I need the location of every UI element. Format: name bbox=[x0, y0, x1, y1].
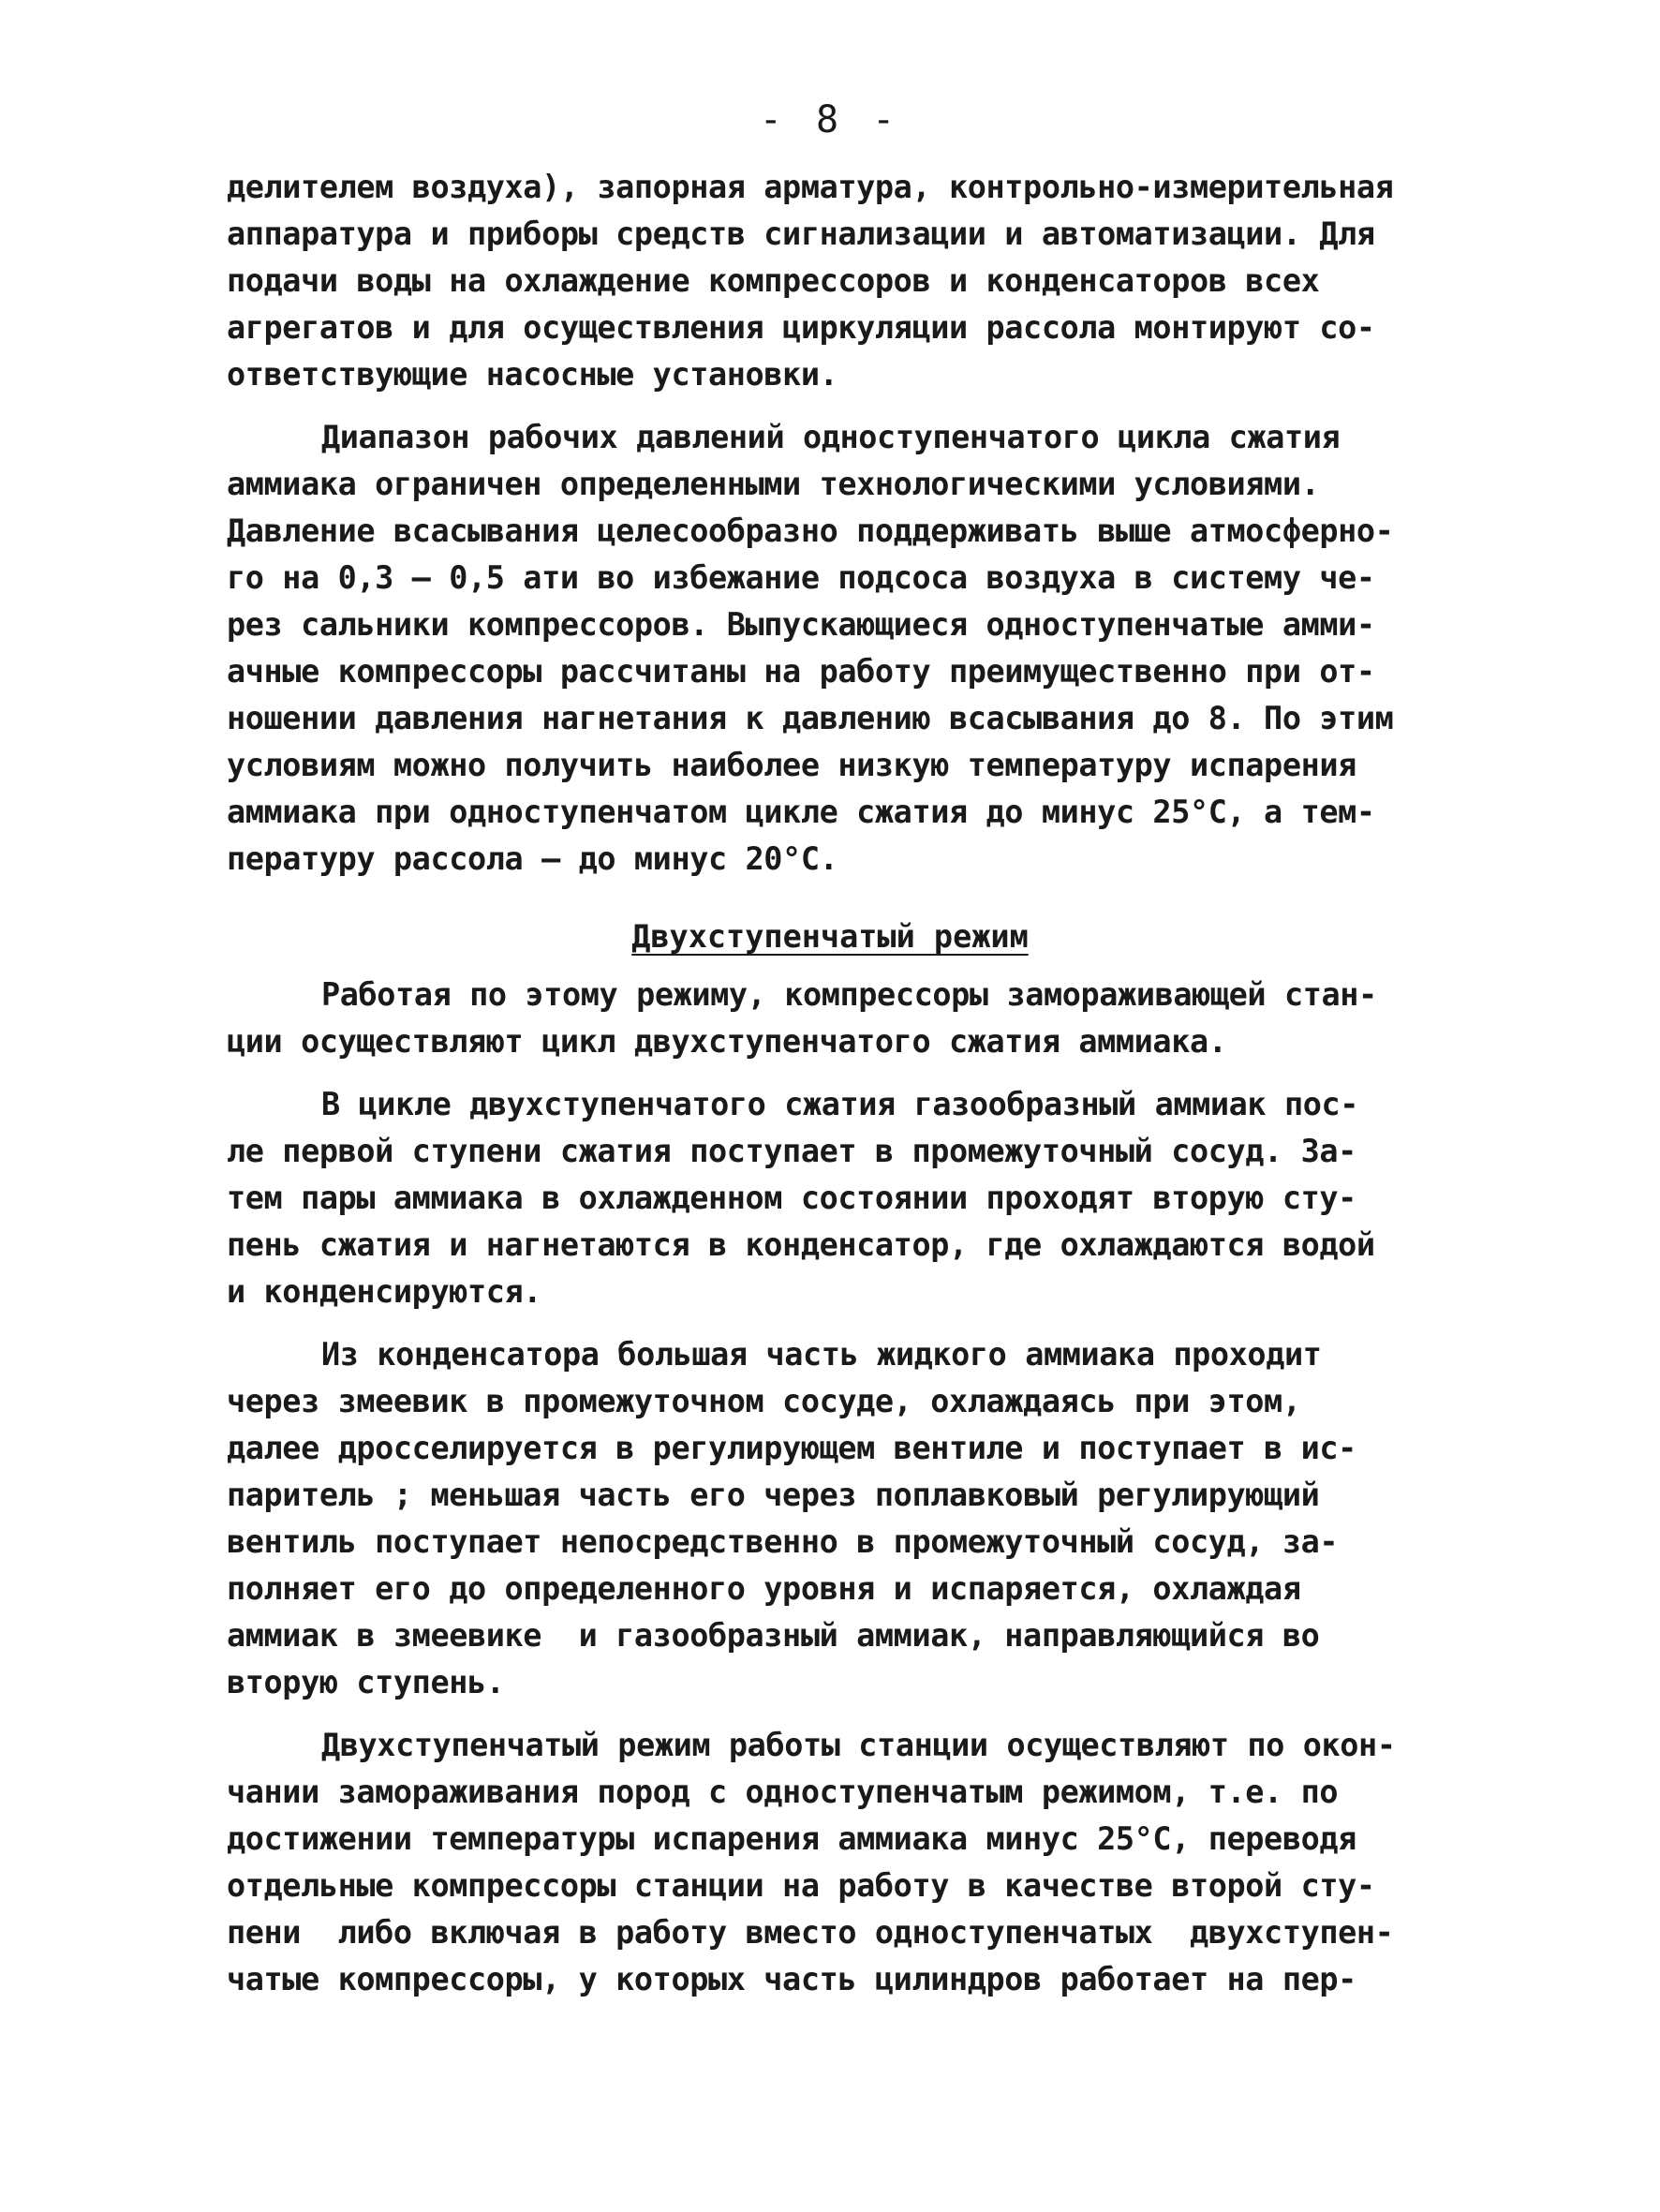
text-line: полняет его до определенного уровня и испаряется, охлаждая bbox=[227, 1570, 1301, 1607]
text-line: далее дросселируется в регулирующем вентиле и поступает в ис- bbox=[227, 1430, 1356, 1466]
text-line: пень сжатия и нагнетаются в конденсатор, где охлаждаются водой bbox=[227, 1226, 1375, 1263]
text-line: аммиака при одноступенчатом цикле сжатия до минус 25°С, а тем- bbox=[227, 794, 1375, 830]
text-line: паритель ; меньшая часть его через поплавковый регулирующий bbox=[227, 1477, 1320, 1513]
text-line: чатые компрессоры, у которых часть цилиндров работает на пер- bbox=[227, 1961, 1356, 1997]
text-line: ачные компрессоры рассчитаны на работу преимущественно при от- bbox=[227, 653, 1375, 690]
section-heading-text: Двухступенчатый режим bbox=[631, 918, 1029, 955]
text-line: отдельные компрессоры станции на работу в качестве второй сту- bbox=[227, 1867, 1375, 1904]
text-line: ношении давления нагнетания к давлению всасывания до 8. По этим bbox=[227, 700, 1394, 736]
text-line: пени либо включая в работу вместо одноступенчатых двухступен- bbox=[227, 1914, 1394, 1951]
page-number: - 8 - bbox=[759, 98, 901, 141]
text-line: ции осуществляют цикл двухступенчатого сжатия аммиака. bbox=[227, 1023, 1227, 1060]
text-line: аммиак в змеевике и газообразный аммиак, направляющийся во bbox=[227, 1617, 1320, 1654]
text-line: и конденсируются. bbox=[227, 1273, 542, 1310]
text-line: аппаратура и приборы средств сигнализации и автоматизации. Для bbox=[227, 215, 1375, 252]
text-line: рез сальники компрессоров. Выпускающиеся одноступенчатые амми- bbox=[227, 606, 1375, 643]
text-line: пературу рассола – до минус 20°С. bbox=[227, 840, 838, 877]
text-line: ответствующие насосные установки. bbox=[227, 356, 838, 393]
text-line: чании замораживания пород с одноступенчатым режимом, т.е. по bbox=[227, 1774, 1339, 1810]
text-line: условиям можно получить наиболее низкую температуру испарения bbox=[227, 747, 1356, 783]
text-line: достижении температуры испарения аммиака минус 25°С, переводя bbox=[227, 1820, 1356, 1857]
text-line: делителем воздуха), запорная арматура, контрольно-измерительная bbox=[227, 169, 1394, 205]
text-line: тем пары аммиака в охлажденном состоянии проходят вторую сту- bbox=[227, 1180, 1356, 1216]
text-line: агрегатов и для осуществления циркуляции рассола монтируют со- bbox=[227, 309, 1375, 346]
text-line: В цикле двухступенчатого сжатия газообразный аммиак пос- bbox=[321, 1086, 1359, 1122]
text-line: через змеевик в промежуточном сосуде, охлаждаясь при этом, bbox=[227, 1383, 1301, 1419]
text-line: го на 0,3 – 0,5 ати во избежание подсоса воздуха в систему че- bbox=[227, 559, 1375, 596]
text-line: Двухступенчатый режим работы станции осуществляют по окон- bbox=[321, 1727, 1396, 1763]
text-line: Работая по этому режиму, компрессоры замораживающей стан- bbox=[321, 976, 1377, 1013]
text-line: Давление всасывания целесообразно поддерживать выше атмосферно- bbox=[227, 512, 1394, 549]
text-line: Диапазон рабочих давлений одноступенчатого цикла сжатия bbox=[321, 419, 1341, 455]
section-heading bbox=[0, 914, 1660, 959]
text-line: аммиака ограничен определенными технологическими условиями. bbox=[227, 466, 1320, 502]
text-line: вентиль поступает непосредственно в промежуточный сосуд, за- bbox=[227, 1523, 1339, 1560]
text-line: Из конденсатора большая часть жидкого аммиака проходит bbox=[321, 1336, 1322, 1373]
text-line: вторую ступень. bbox=[227, 1664, 505, 1700]
text-line: подачи воды на охлаждение компрессоров и конденсаторов всех bbox=[227, 262, 1320, 299]
text-line: ле первой ступени сжатия поступает в промежуточный сосуд. За- bbox=[227, 1133, 1356, 1169]
